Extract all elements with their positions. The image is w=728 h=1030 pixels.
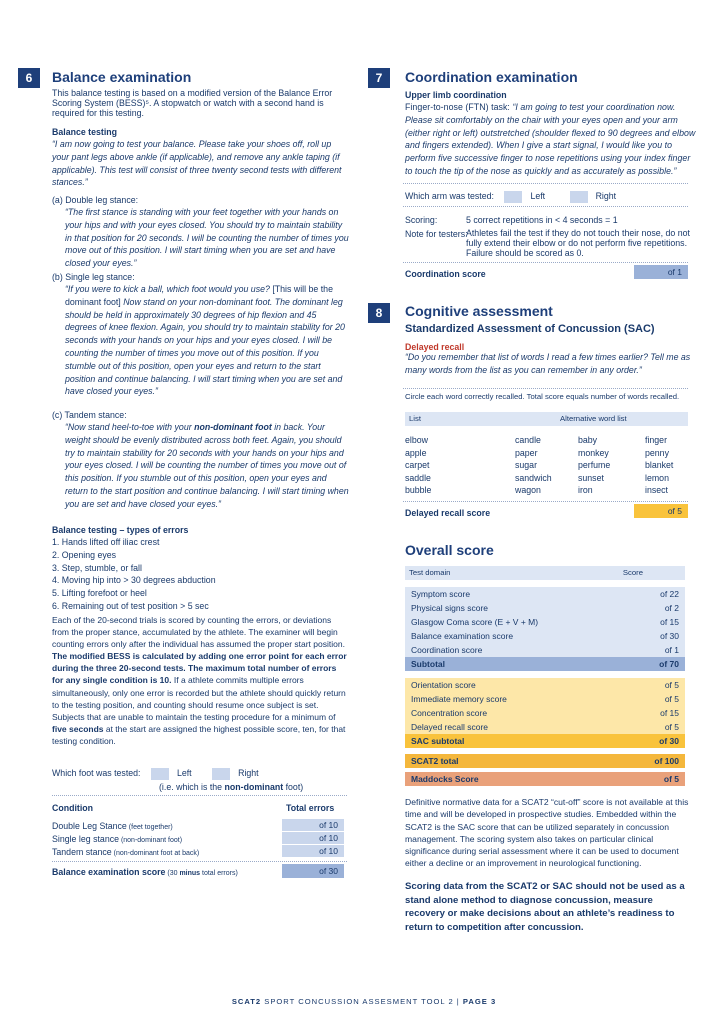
- condition-row: [52, 833, 182, 846]
- section-number-8: 8: [368, 303, 390, 323]
- sac-row: [405, 678, 685, 692]
- test-domain-header: Test domain: [409, 568, 451, 578]
- right-arm-label: Right: [595, 191, 617, 201]
- word[interactable]: carpet: [405, 460, 430, 471]
- word[interactable]: iron: [578, 485, 593, 496]
- sac-score[interactable]: of 15: [660, 707, 679, 718]
- word[interactable]: blanket: [645, 460, 674, 471]
- word[interactable]: insect: [645, 485, 668, 496]
- scat2-total-row: [405, 754, 685, 768]
- subtotal-row: [405, 657, 685, 671]
- score-header: Score: [622, 568, 643, 578]
- coordination-score-field[interactable]: of 1: [634, 265, 688, 279]
- delayed-recall-score-field[interactable]: of 5: [634, 504, 688, 518]
- ftn-instructions: [405, 101, 700, 178]
- sac-subtotal-label: SAC subtotal: [411, 735, 465, 746]
- maddocks-score[interactable]: of 5: [663, 773, 679, 784]
- double-leg-label: (a) Double leg stance:: [52, 195, 139, 205]
- sac-subtitle: Standardized Assessment of Concussion (SAC): [405, 323, 655, 335]
- ftn-label: Finger-to-nose (FTN) task:: [405, 102, 513, 112]
- bess-p2: If a athlete commits multiple errors simultaneously, only one error is recorded but the athlete should quickly return to the testing position, and counting should resume once subject is set. Subjects that are unable to maintain the testing procedure for a minimum of: [52, 675, 346, 722]
- word[interactable]: apple: [405, 447, 427, 458]
- sac-row: [405, 706, 685, 720]
- foot-note-bold: non-dominant: [224, 782, 284, 792]
- foot-note: [159, 781, 303, 794]
- tandem-instructions: [65, 421, 349, 511]
- word[interactable]: paper: [515, 447, 538, 458]
- word-row: [405, 472, 688, 485]
- scoring-value: 5 correct repetitions in < 4 seconds = 1: [466, 215, 618, 225]
- word[interactable]: sunset: [578, 472, 604, 483]
- delayed-recall-instructions: “Do you remember that list of words I read a few times earlier? Tell me as many words from the list as you can remember in any order.”: [405, 352, 691, 375]
- single-leg-instructions: [65, 283, 349, 398]
- cognitive-assessment-title: Cognitive assessment: [405, 303, 553, 319]
- condition-heading: Condition: [52, 803, 94, 813]
- foot-tested-label: Which foot was tested:: [52, 768, 141, 778]
- left-arm-checkbox[interactable]: [504, 191, 522, 203]
- balance-score-note: [165, 870, 237, 877]
- single-leg-bracket: [This will be the dominant foot]: [65, 284, 333, 307]
- sac-subtotal-score[interactable]: of 30: [659, 735, 679, 746]
- condition-row: [52, 846, 199, 859]
- single-leg-label: (b) Single leg stance:: [52, 272, 135, 282]
- tandem-label: (c) Tandem stance:: [52, 410, 127, 420]
- overall-row: [405, 587, 685, 601]
- coordination-examination-title: Coordination examination: [405, 69, 578, 85]
- word-row: [405, 434, 688, 447]
- arm-tested-label: Which arm was tested:: [405, 191, 494, 201]
- upper-limb-heading: Upper limb coordination: [405, 90, 507, 100]
- balance-testing-heading: Balance testing: [52, 127, 118, 137]
- delayed-recall-score-label: Delayed recall score: [405, 508, 491, 518]
- word[interactable]: monkey: [578, 447, 609, 458]
- balance-score-field[interactable]: of 30: [282, 864, 344, 878]
- overall-row: [405, 643, 685, 657]
- tandem-errors-field[interactable]: of 10: [282, 845, 344, 857]
- domain-label: Coordination score: [411, 644, 483, 655]
- left-foot-label: Left: [176, 768, 192, 778]
- tandem-quote-2: in back. Your weight should be evenly distributed across both feet. Again, you should try to maintain stability for 20 seconds with your hands on your hips and your eyes closed. I will be counting the number of times you move out of this position. If you stumble out of this position, open your eyes and return to the start position and continue balancing. I will start timing when you are set and have closed your eyes.”: [65, 422, 349, 509]
- word[interactable]: penny: [645, 447, 669, 458]
- word[interactable]: sandwich: [515, 472, 552, 483]
- subtotal-score[interactable]: of 70: [659, 658, 679, 669]
- scoring-label: Scoring:: [405, 215, 438, 225]
- bess-p2-bold: five seconds: [52, 723, 104, 734]
- condition-name: Tandem stance: [52, 847, 112, 857]
- subtotal-label: Subtotal: [411, 658, 445, 669]
- balance-score-note-bold: minus: [179, 870, 201, 877]
- delayed-recall-heading: Delayed recall: [405, 342, 465, 352]
- domain-label: Balance examination score: [411, 630, 514, 641]
- foot-note-2: foot): [283, 782, 304, 792]
- word-row: [405, 459, 688, 472]
- footer-page: PAGE 3: [462, 997, 497, 1006]
- sac-label: Delayed recall score: [411, 721, 489, 732]
- balance-score-label: Balance examination score: [52, 867, 166, 877]
- sac-row: [405, 692, 685, 706]
- sac-label: Orientation score: [411, 679, 476, 690]
- maddocks-row: [405, 772, 685, 786]
- balance-score-note-1: (30: [165, 870, 180, 877]
- overall-row: [405, 615, 685, 629]
- error-item: 2. Opening eyes: [52, 549, 117, 560]
- sac-score[interactable]: of 5: [664, 679, 679, 690]
- footer-text: SPORT CONCUSSION ASSESMENT TOOL 2 |: [261, 997, 463, 1006]
- balance-score-row: [52, 866, 238, 879]
- domain-score[interactable]: of 30: [660, 630, 679, 641]
- condition-name: Double Leg Stance: [52, 821, 127, 831]
- condition-note: (non-dominant foot): [119, 837, 183, 844]
- word[interactable]: bubble: [405, 485, 432, 496]
- word[interactable]: saddle: [405, 472, 431, 483]
- sac-label: Immediate memory score: [411, 693, 507, 704]
- left-foot-checkbox[interactable]: [151, 768, 169, 780]
- right-foot-label: Right: [238, 768, 259, 778]
- section-number-7: 7: [368, 68, 390, 88]
- domain-label: Glasgow Coma score (E + V + M): [411, 616, 539, 627]
- sac-score[interactable]: of 5: [664, 693, 679, 704]
- left-arm-label: Left: [530, 191, 546, 201]
- bess-p1-bold: The modified BESS is calculated by adding one error point for each error during the three 20-second tests. The maximum total number of errors for any single condition is 10.: [52, 651, 347, 686]
- bess-p1: Each of the 20-second trials is scored by counting the errors, or deviations from the proper stance, accumulated by the athlete. The examiner will begin counting errors only after the individual has assumed the proper start position.: [52, 615, 345, 650]
- tandem-quote-1: “Now stand heel-to-toe with your: [65, 422, 195, 432]
- word[interactable]: perfume: [578, 460, 611, 471]
- coordination-score-label: Coordination score: [405, 269, 486, 279]
- word[interactable]: baby: [578, 435, 598, 445]
- error-item: 3. Step, stumble, or fall: [52, 562, 142, 573]
- domain-label: Symptom score: [411, 588, 471, 599]
- sac-subtotal-row: [405, 734, 685, 748]
- balance-intro: This balance testing is based on a modified version of the Balance Error Scoring System (BESS)⁵. A stopwatch or watch with a second hand is required for this testing.: [52, 88, 333, 118]
- normative-data-text: Definitive normative data for a SCAT2 “cut-off” score is not available at this time and will be developed in prospective studies. Embedded within the SCAT2 is the SAC score that can be utilized separately in concussion management. The scoring system also takes on particular clinical significance during serial assessment where it can be used to document either a decline or an improvement in neurological functioning.: [405, 797, 689, 869]
- word[interactable]: elbow: [405, 435, 428, 445]
- error-item: 4. Moving hip into > 30 degrees abduction: [52, 575, 216, 586]
- word[interactable]: finger: [645, 435, 668, 445]
- overall-header: [405, 566, 685, 580]
- condition-note: (non-dominant foot at back): [111, 850, 200, 857]
- balance-score-note-2: total errors): [200, 870, 238, 877]
- domain-label: Physical signs score: [411, 602, 489, 613]
- domain-score[interactable]: of 1: [664, 644, 679, 655]
- single-leg-quote-1: “If you were to kick a ball, which foot would you use?: [65, 284, 270, 294]
- word-row: [405, 447, 688, 460]
- domain-score[interactable]: of 2: [664, 602, 679, 613]
- error-item: 1. Hands lifted off iliac crest: [52, 537, 160, 547]
- word-row: [405, 484, 688, 497]
- balance-examination-title: Balance examination: [52, 69, 192, 85]
- foot-tested-row: [52, 767, 259, 780]
- word[interactable]: lemon: [645, 472, 669, 483]
- word[interactable]: wagon: [515, 485, 541, 496]
- error-types-list: [52, 536, 216, 613]
- maddocks-label: Maddocks Score: [411, 773, 479, 784]
- double-leg-errors-field[interactable]: of 10: [282, 819, 344, 831]
- section-number-6: 6: [18, 68, 40, 88]
- balance-testing-instructions: “I am now going to test your balance. Please take your shoes off, roll up your pant legs above ankle (if applicable), and remove any ankle taping (if applicable). This test will consist of three twenty second tests with different stances.”: [52, 139, 342, 188]
- circle-instructions: Circle each word correctly recalled. Total score equals number of words recalled.: [405, 392, 680, 401]
- alt-list-header: Alternative word list: [560, 414, 627, 423]
- overall-row: [405, 629, 685, 643]
- sac-label: Concentration score: [411, 707, 488, 718]
- footer-brand: SCAT2: [231, 997, 262, 1006]
- arm-tested-row: [405, 190, 616, 203]
- single-leg-errors-field[interactable]: of 10: [282, 832, 344, 844]
- tandem-quote-bold: non-dominant foot: [194, 422, 272, 432]
- word-list-header: [405, 412, 688, 426]
- word[interactable]: sugar: [515, 460, 538, 471]
- sac-row: [405, 720, 685, 734]
- note-value: Athletes fail the test if they do not touch their nose, do not fully extend their elbow or do not perform five repetitions. Failure should be scored as 0.: [466, 228, 690, 258]
- error-item: 6. Remaining out of test position > 5 sec: [52, 600, 209, 611]
- double-leg-instructions: “The first stance is standing with your feet together with your hands on your hips and with your eyes closed. You should try to maintain stability in that position for 20 seconds. I will be counting the number of times you move out of this position. I will start timing when you are set and have closed your eyes.”: [65, 207, 349, 269]
- ftn-quote: “I am going to test your coordination now. Please sit comfortably on the chair with your eyes open and your arm (either right or left) outstretched (shoulder flexed to 90 degrees and elbow and fingers extended). When I give a start signal, I would like you to perform five successive finger to nose repetitions using your index finger to touch the tip of the nose as quickly and as accurately as possible.”: [405, 102, 696, 176]
- domain-score[interactable]: of 22: [660, 588, 679, 599]
- right-arm-checkbox[interactable]: [570, 191, 588, 203]
- condition-row: [52, 820, 173, 833]
- list-header: List: [409, 414, 421, 423]
- error-types-heading: Balance testing – types of errors: [52, 525, 189, 535]
- scat2-total-score[interactable]: of 100: [654, 755, 679, 766]
- bess-p3: at the start are assigned the highest possible score, ten, for that testing condition.: [52, 723, 346, 746]
- bess-scoring-text: [52, 614, 350, 747]
- domain-score[interactable]: of 15: [660, 616, 679, 627]
- right-foot-checkbox[interactable]: [212, 768, 230, 780]
- word-list-table: [405, 434, 688, 497]
- condition-name: Single leg stance: [52, 834, 119, 844]
- page-footer: [0, 996, 728, 1009]
- error-item: 5. Lifting forefoot or heel: [52, 588, 147, 599]
- overall-score-title: Overall score: [405, 542, 494, 558]
- word[interactable]: candle: [515, 435, 541, 445]
- overall-row: [405, 601, 685, 615]
- note-label: Note for testers:: [405, 229, 468, 239]
- scoring-warning: Scoring data from the SCAT2 or SAC should not be used as a stand alone method to diagnose concussion, measure recovery or make decisions about an athlete’s readiness to return to competition after concussion.: [405, 881, 685, 933]
- condition-note: (feet together): [126, 824, 173, 831]
- total-errors-heading: Total errors: [286, 803, 335, 813]
- single-leg-quote-2: Now stand on your non-dominant foot. The dominant leg should be held in approximately 30 degrees of hip flexion and 45 degrees of knee flexion. Again, you should try to maintain stability for 20 seconds with your hands on your hips and your eyes closed. I will be counting the number of times you move out of this position. If you stumble out of this position, open your eyes and return to the start position and continue balancing. I will start timing when you are set and have closed your eyes.”: [65, 296, 345, 397]
- foot-note-1: (i.e. which is the: [159, 782, 225, 792]
- scat2-total-label: SCAT2 total: [411, 755, 459, 766]
- sac-score[interactable]: of 5: [664, 721, 679, 732]
